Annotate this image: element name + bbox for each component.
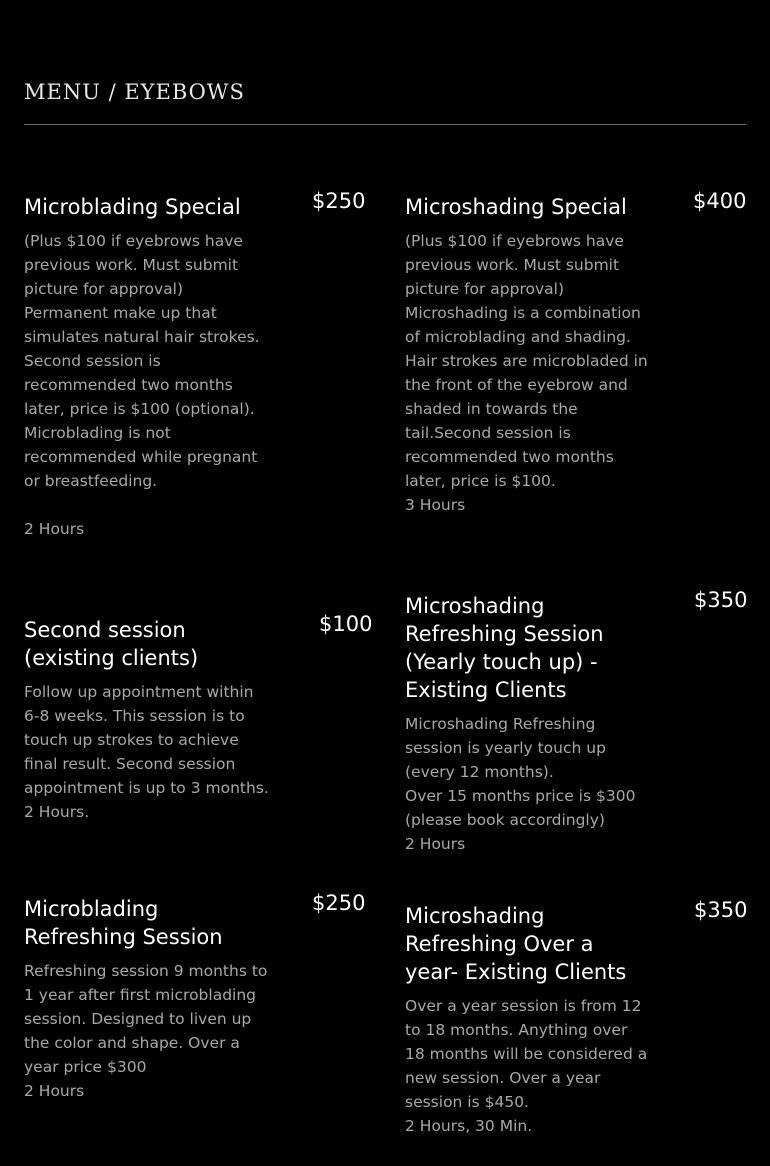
item-description: (Plus $100 if eyebrows have previous work. Must submit picture for approval) Microshading is a combination of microblading and shading. Hair strokes are microbladed in the front of the eyebrow and shaded in towards the tail.Second session is recommended two months later, price is $100. 3 Hours <box>405 232 648 514</box>
menu-item-second-session <box>24 612 373 824</box>
item-description: Refreshing session 9 months to 1 year after first microblading session. Designed to liven up the color and shape. Over a year price $300 2 Hours <box>24 962 268 1100</box>
item-title: Second session (existing clients) <box>24 618 199 670</box>
menu-item-microshading-refreshing-yearly <box>405 588 748 856</box>
item-price: $350 <box>694 898 748 922</box>
menu-item-microblading-refreshing <box>24 891 366 1103</box>
item-description: Over a year session is from 12 to 18 months. Anything over 18 months will be considered a new session. Over a year session is $450. 2 Hours, 30 Min. <box>405 997 648 1135</box>
item-title: Microshading Refreshing Over a year- Existing Clients <box>405 904 627 984</box>
menu-item-microblading-special <box>24 189 366 541</box>
menu-heading: MENU / EYEBOWS <box>24 80 245 104</box>
item-price: $250 <box>312 891 366 915</box>
item-title: Microblading Special <box>24 195 241 219</box>
heading-divider <box>24 124 746 125</box>
item-description: (Plus $100 if eyebrows have previous work. Must submit picture for approval) Permanent make up that simulates natural hair strokes. Second session is recommended two months later, price is $100 (optional). Microblading is not recommended while pregnant or breastfeeding. 2 Hours <box>24 232 260 538</box>
item-description: Microshading Refreshing session is yearly touch up (every 12 months). Over 15 months price is $300 (please book accordingly) 2 Hours <box>405 715 636 853</box>
item-title: Microshading Special <box>405 195 627 219</box>
item-title: Microshading Refreshing Session (Yearly touch up) - Existing Clients <box>405 594 604 702</box>
item-description: Follow up appointment within 6-8 weeks. This session is to touch up strokes to achieve final result. Second session appointment is up to 3 months. 2 Hours. <box>24 683 269 821</box>
menu-item-microshading-refreshing-over-year <box>405 898 748 1138</box>
item-price: $350 <box>694 588 748 612</box>
item-price: $250 <box>312 189 366 213</box>
item-price: $100 <box>319 612 373 636</box>
item-title: Microblading Refreshing Session <box>24 897 223 949</box>
menu-item-microshading-special <box>405 189 747 517</box>
item-price: $400 <box>693 189 747 213</box>
